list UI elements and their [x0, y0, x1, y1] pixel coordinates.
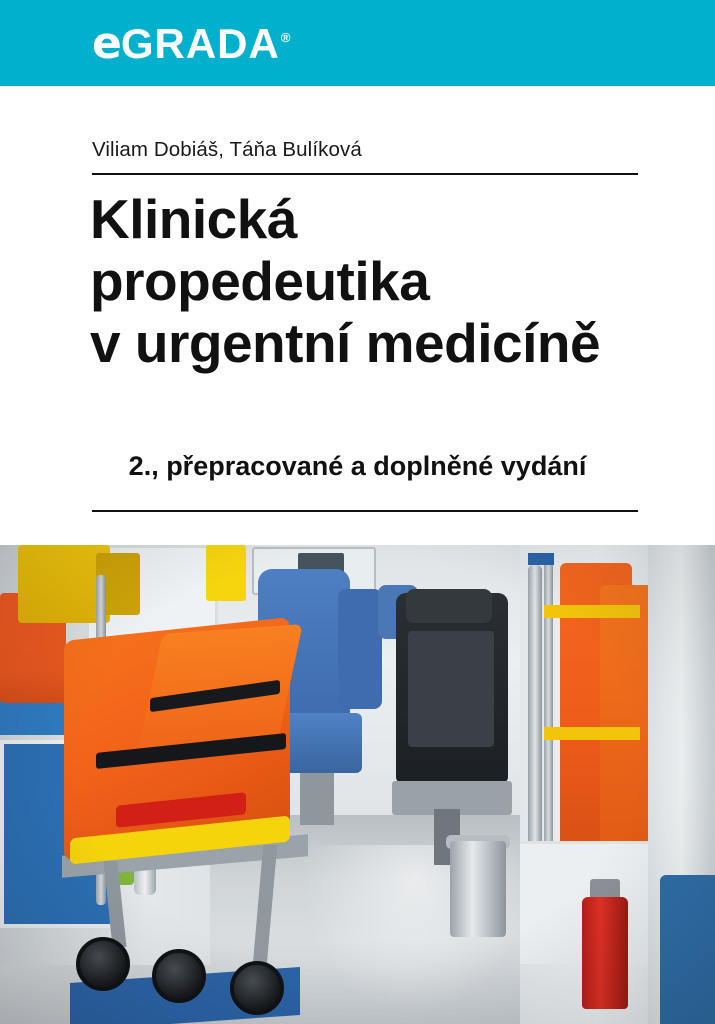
page-title — [90, 188, 670, 374]
cover-photograph — [0, 545, 715, 1024]
publisher-band — [0, 0, 715, 86]
ambulance-interior-scene — [0, 545, 715, 1024]
grada-logo-mark: e — [92, 18, 121, 69]
authors: Viliam Dobiáš, Táňa Bulíková — [92, 138, 362, 161]
registered-trademark-icon: ® — [280, 30, 291, 45]
cover-text-block — [0, 86, 715, 545]
title-line-1: Klinická — [90, 188, 297, 250]
divider-bottom — [92, 510, 638, 512]
grada-logo-text: GRADA — [120, 20, 280, 67]
title-line-2: propedeutika — [90, 250, 430, 313]
divider-top — [92, 173, 638, 175]
publisher-logo — [92, 18, 291, 69]
title-line-3: v urgentní medicíně — [90, 312, 601, 375]
edition-note: 2., přepracované a doplněné vydání — [128, 451, 587, 481]
photo-vignette — [0, 545, 715, 1024]
